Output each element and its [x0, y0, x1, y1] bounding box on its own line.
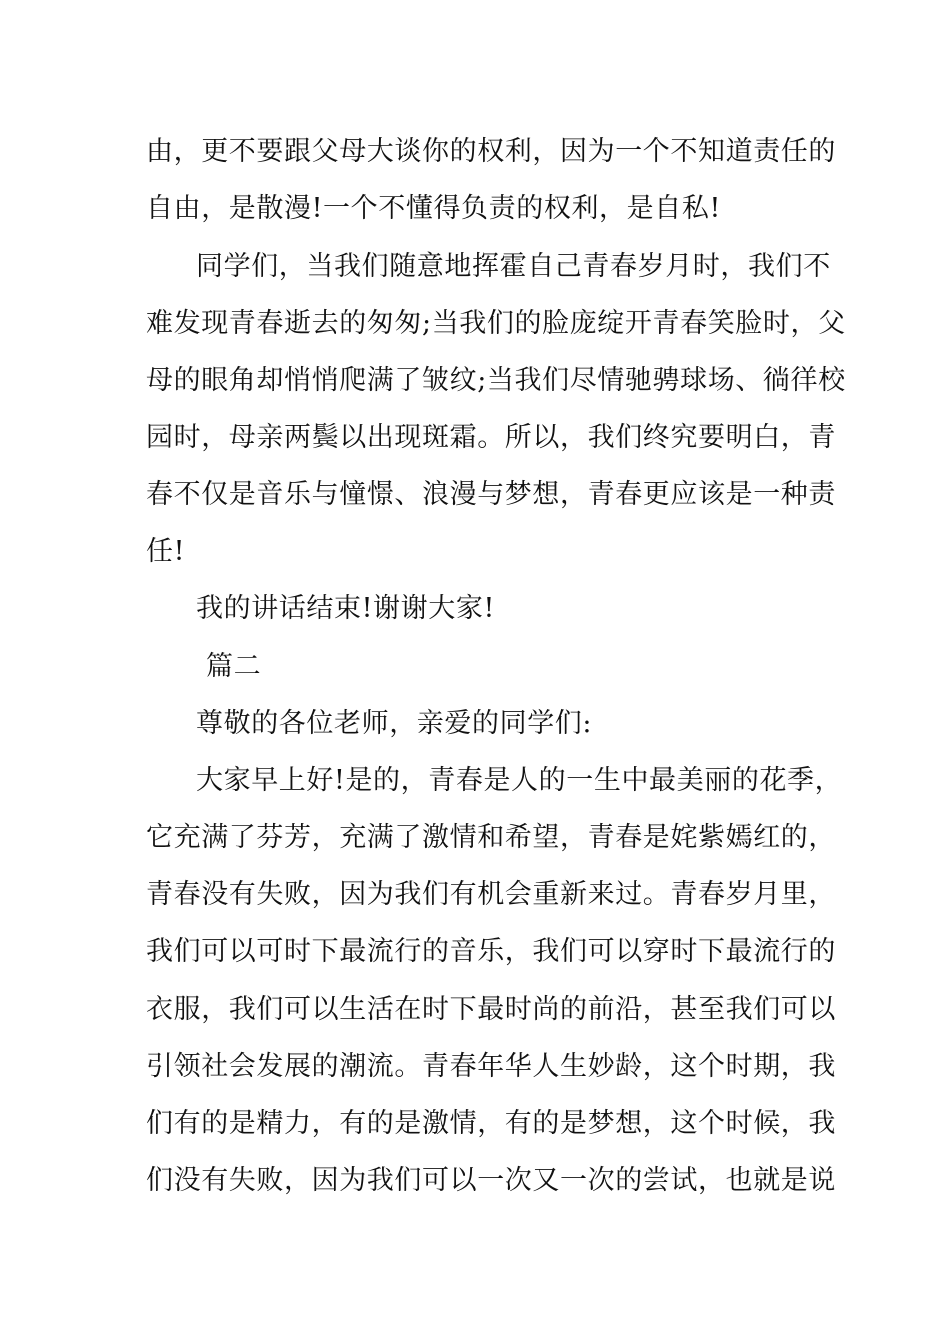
section-heading: 篇二 [206, 651, 262, 682]
text-line: 们没有失败，因为我们可以一次又一次的尝试，也就是说 [146, 1165, 836, 1196]
text-line: 园时，母亲两鬓以出现斑霜。所以，我们终究要明白，青 [146, 422, 836, 453]
text-line: 自由，是散漫!一个不懂得负责的权利，是自私! [146, 193, 721, 224]
paragraph-start-line: 大家早上好!是的，青春是人的一生中最美丽的花季， [196, 765, 843, 796]
text-line: 我们可以可时下最流行的音乐，我们可以穿时下最流行的 [146, 936, 836, 967]
text-line: 由，更不要跟父母大谈你的权利，因为一个不知道责任的 [146, 136, 836, 167]
paragraph-start-line: 同学们，当我们随意地挥霍自己青春岁月时，我们不 [196, 251, 831, 282]
text-line: 母的眼角却悄悄爬满了皱纹;当我们尽情驰骋球场、徜徉校 [146, 365, 846, 396]
text-line: 春不仅是音乐与憧憬、浪漫与梦想，青春更应该是一种责 [146, 479, 836, 510]
salutation-line: 尊敬的各位老师，亲爱的同学们: [196, 708, 593, 739]
closing-line: 我的讲话结束!谢谢大家! [196, 593, 495, 624]
text-line: 青春没有失败，因为我们有机会重新来过。青春岁月里， [146, 879, 836, 910]
text-line: 引领社会发展的潮流。青春年华人生妙龄，这个时期，我 [146, 1051, 836, 1082]
text-line: 它充满了芬芳，充满了激情和希望，青春是姹紫嫣红的， [146, 822, 836, 853]
text-line: 衣服，我们可以生活在时下最时尚的前沿，甚至我们可以 [146, 994, 836, 1025]
text-line: 难发现青春逝去的匆匆;当我们的脸庞绽开青春笑脸时，父 [146, 308, 846, 339]
text-line: 们有的是精力，有的是激情，有的是梦想，这个时候，我 [146, 1108, 836, 1139]
text-line: 任! [146, 536, 186, 567]
